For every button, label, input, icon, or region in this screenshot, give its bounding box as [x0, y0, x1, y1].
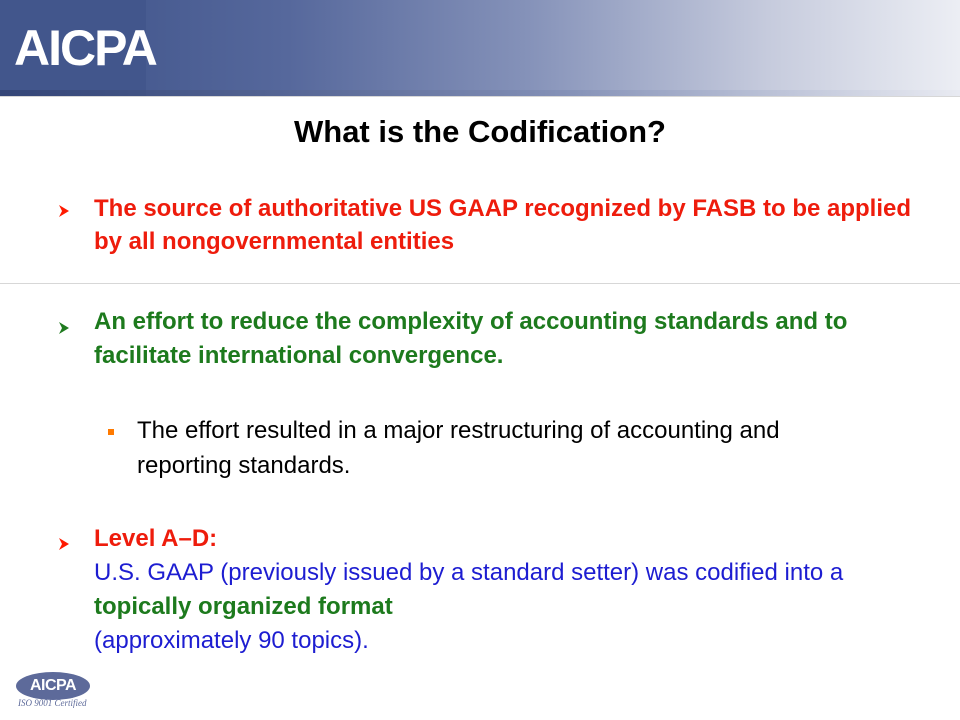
slide-title: What is the Codification? [294, 114, 666, 149]
bullet-1-text: The source of authoritative US GAAP recognized by FASB to be applied by all nongovernmental entities [94, 195, 912, 255]
bullet-3-emphasis: topically organized format [94, 593, 393, 620]
bullet-3-body-a: U.S. GAAP (previously issued by a standard setter) was codified into a [94, 559, 844, 586]
header-banner [0, 0, 960, 96]
aicpa-logo [0, 0, 156, 96]
bullet-3-body-b: (approximately 90 topics). [94, 627, 369, 654]
bullet-2-text: An effort to reduce the complexity of accounting standards and to facilitate international convergence. [94, 308, 848, 369]
arrow-bullet-icon [58, 537, 76, 557]
sub-bullet-text: The effort resulted in a major restructuring of accounting and reporting standards. [137, 417, 780, 479]
bullet-3 [94, 522, 914, 658]
arrow-bullet-icon [58, 204, 76, 224]
logo-text: AICPA [14, 20, 156, 76]
footer-cert-text: ISO 9001 Certified [18, 698, 87, 708]
square-bullet-icon [108, 429, 114, 435]
arrow-bullet-icon [58, 321, 76, 341]
bullet-3-heading: Level A–D: [94, 525, 218, 552]
footer-aicpa-logo: AICPA [16, 672, 90, 700]
